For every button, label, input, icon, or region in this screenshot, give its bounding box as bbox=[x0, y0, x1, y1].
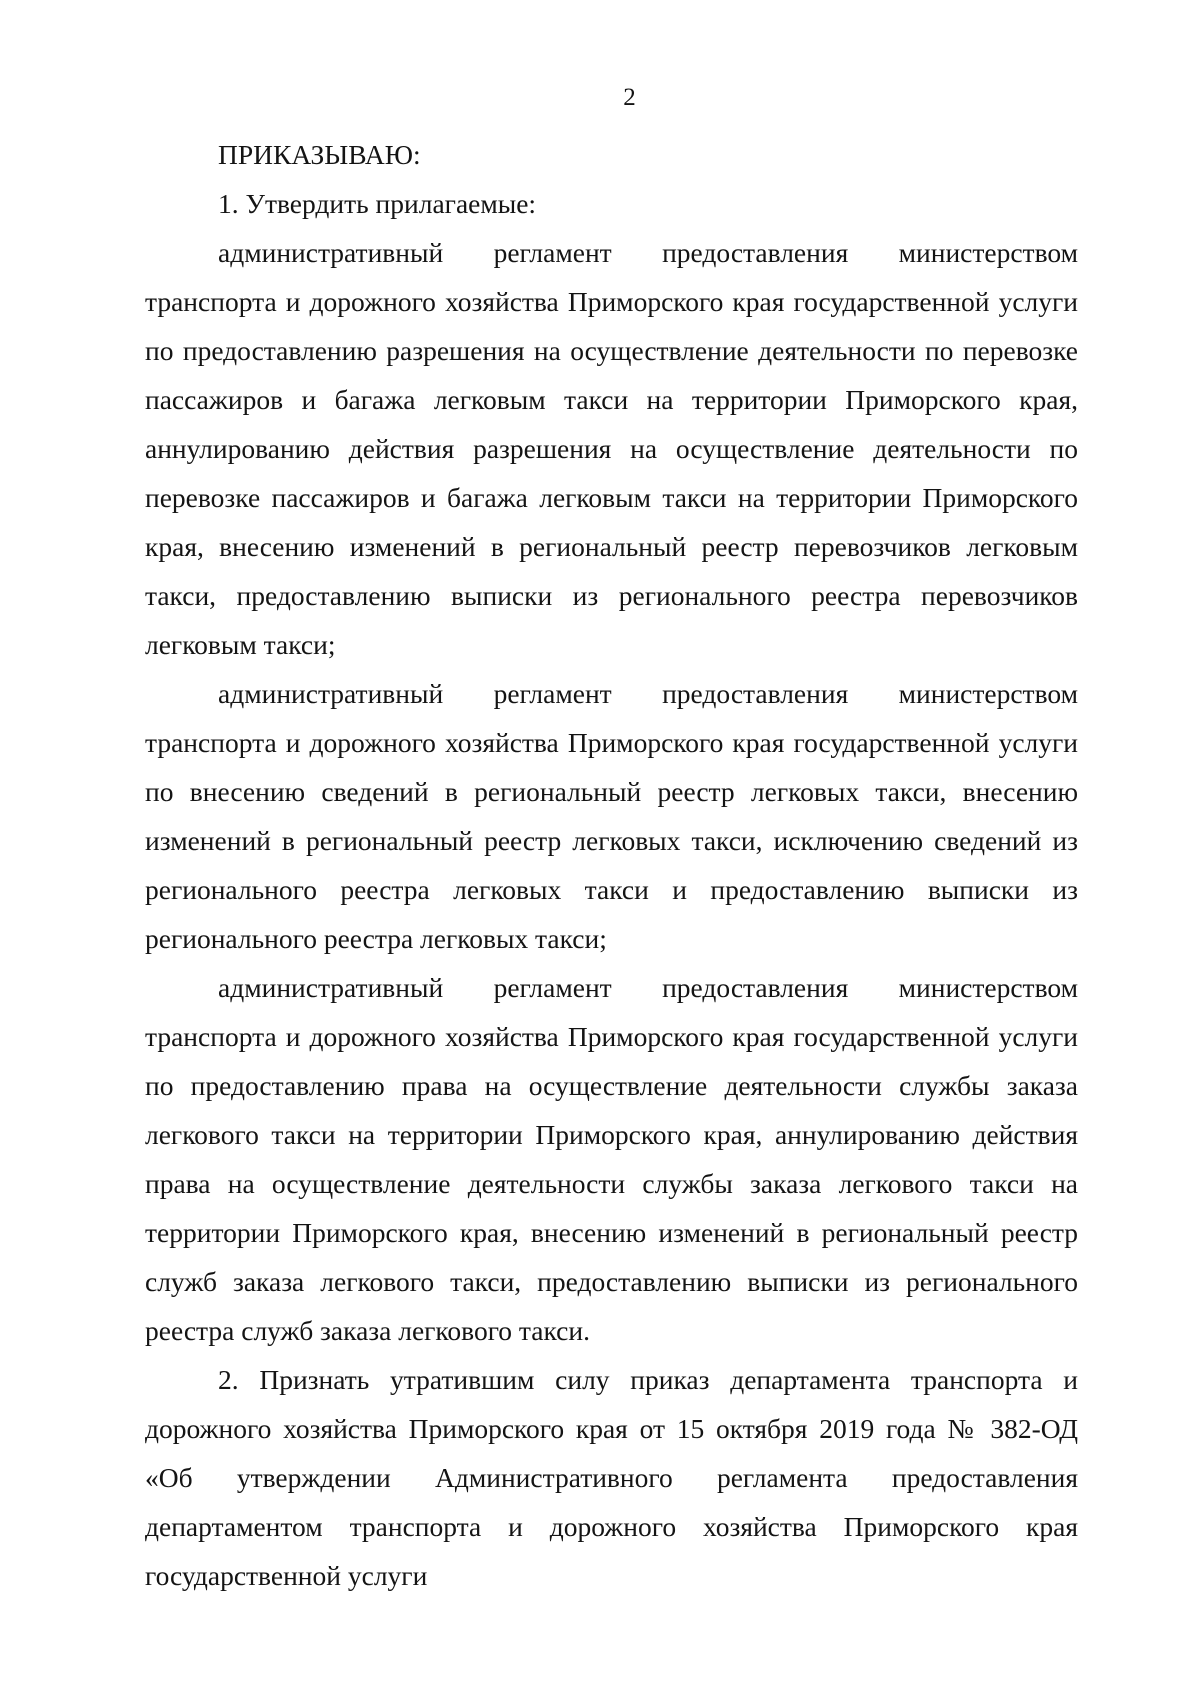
regulation-taxi-permit: административный регламент предоставления министерством транспорта и дорожного хозяйства Приморского края государственной услуги по предоставлению разрешения на осуществление деятельности по перевозке пассажиров и багажа легковым такси на территории Приморского края, аннулированию действия разрешения на осуществление деятельности по перевозке пассажиров и багажа легковым такси на территории Приморского края, внесению изменений в региональный реестр перевозчиков легковым такси, предоставлению выписки из регионального реестра перевозчиков легковым такси; bbox=[145, 237, 1078, 660]
item-2-repeal: 2. Признать утратившим силу приказ департамента транспорта и дорожного хозяйства Приморского края от 15 октября 2019 года № 382-ОД «Об утверждении Административного регламента предоставления департаментом транспорта и дорожного хозяйства Приморского края государственной услуги bbox=[145, 1364, 1078, 1591]
page-number: 2 bbox=[623, 84, 636, 111]
order-heading: ПРИКАЗЫВАЮ: bbox=[218, 139, 421, 170]
item-1-intro: 1. Утвердить прилагаемые: bbox=[218, 188, 537, 219]
regulation-taxi-dispatch-service: административный регламент предоставления министерством транспорта и дорожного хозяйства Приморского края государственной услуги по предоставлению права на осуществление деятельности службы заказа легкового такси на территории Приморского края, аннулированию действия права на осуществление деятельности службы заказа легкового такси на территории Приморского края, внесению изменений в региональный реестр служб заказа легкового такси, предоставлению выписки из регионального реестра служб заказа легкового такси. bbox=[145, 972, 1078, 1346]
regulation-taxi-registry: административный регламент предоставления министерством транспорта и дорожного хозяйства Приморского края государственной услуги по внесению сведений в региональный реестр легковых такси, внесению изменений в региональный реестр легковых такси, исключению сведений из регионального реестра легковых такси и предоставлению выписки из регионального реестра легковых такси; bbox=[145, 678, 1078, 954]
